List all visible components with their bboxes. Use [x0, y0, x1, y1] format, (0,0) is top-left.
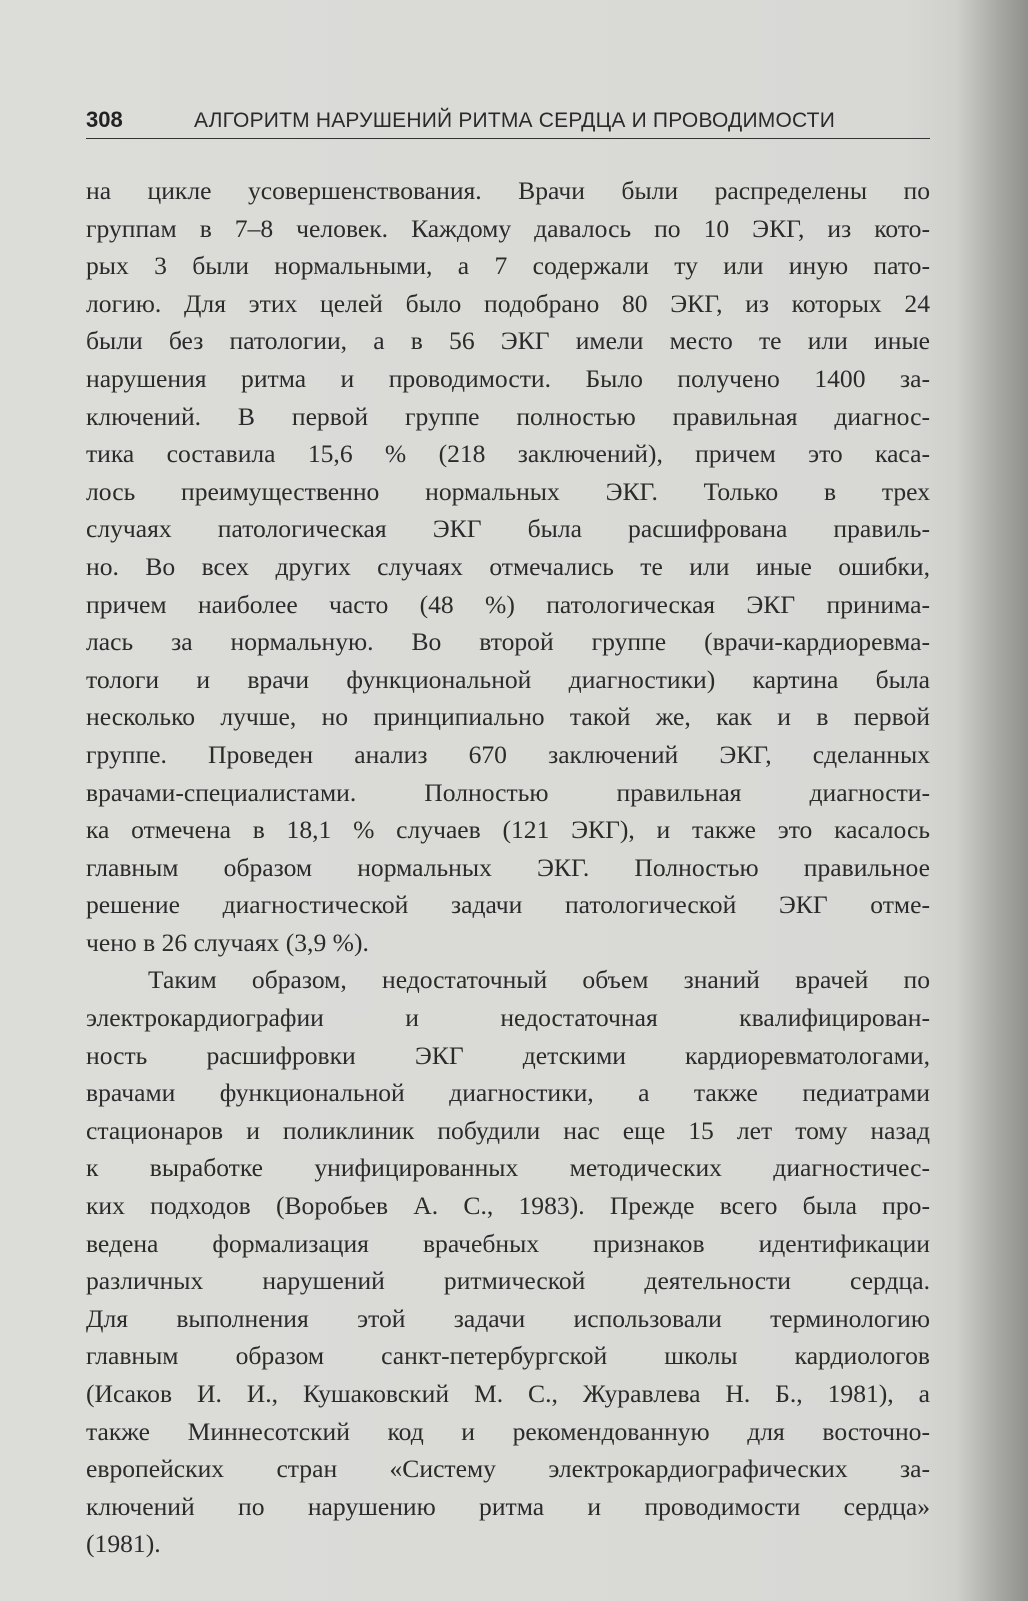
text-line: логию. Для этих целей было подобрано 80 ЭКГ, из которых 24: [86, 288, 930, 318]
paragraph-1: [86, 172, 930, 961]
text-line: но. Во всех других случаях отмечались те или иные ошибки,: [86, 551, 930, 581]
text-line: ка отмечена в 18,1 % случаев (121 ЭКГ), и также это касалось: [86, 815, 930, 845]
text-line: ность расшифровки ЭКГ детскими кардиоревматологами,: [86, 1040, 930, 1070]
page-header: [86, 104, 930, 139]
text-line: решение диагностической задачи патологической ЭКГ отме-: [86, 890, 930, 920]
body-text: [86, 172, 930, 1563]
paragraph-2: [86, 961, 930, 1563]
text-line: ключений по нарушению ритма и проводимости сердца»: [86, 1491, 930, 1521]
text-line: электрокардиографии и недостаточная квалифицирован-: [86, 1003, 930, 1033]
text-line: на цикле усовершенствования. Врачи были распределены по: [86, 176, 930, 205]
text-line: врачами функциональной диагностики, а также педиатрами: [86, 1078, 930, 1108]
text-line: рых 3 были нормальными, а 7 содержали ту или иную пато-: [86, 251, 930, 281]
text-line: Таким образом, недостаточный объем знаний врачей по: [148, 965, 930, 995]
running-title: АЛГОРИТМ НАРУШЕНИЙ РИТМА СЕРДЦА И ПРОВОДИМОСТИ: [194, 109, 835, 132]
text-line: врачами-специалистами. Полностью правильная диагности-: [86, 777, 930, 807]
text-line: (Исаков И. И., Кушаковский М. С., Журавлева Н. Б., 1981), а: [86, 1379, 930, 1408]
text-line: были без патологии, а в 56 ЭКГ имели место те или иные: [86, 326, 930, 356]
text-line: тика составила 15,6 % (218 заключений), причем это каса-: [86, 439, 930, 469]
text-line: причем наиболее часто (48 %) патологическая ЭКГ принима-: [86, 589, 930, 619]
text-line: тологи и врачи функциональной диагностики) картина была: [86, 664, 930, 694]
page-number: 308: [86, 107, 123, 132]
text-line: (1981).: [86, 1529, 161, 1559]
text-line: лась за нормальную. Во второй группе (врачи-кардиоревма-: [86, 627, 930, 657]
text-line: ключений. В первой группе полностью правильная диагнос-: [86, 401, 930, 431]
text-line: также Миннесотский код и рекомендованную для восточно-: [86, 1416, 930, 1446]
text-line: различных нарушений ритмической деятельности сердца.: [86, 1266, 930, 1296]
text-line: Для выполнения этой задачи использовали терминологию: [86, 1303, 930, 1333]
text-line: лось преимущественно нормальных ЭКГ. Только в трех: [86, 476, 930, 506]
text-line: к выработке унифицированных методических диагностичес-: [86, 1153, 930, 1183]
text-line: ких подходов (Воробьев А. С., 1983). Прежде всего была про-: [86, 1191, 930, 1221]
text-line: случаях патологическая ЭКГ была расшифрована правиль-: [86, 514, 930, 544]
text-line: главным образом санкт-петербургской школы кардиологов: [86, 1341, 930, 1371]
text-line: группам в 7–8 человек. Каждому давалось по 10 ЭКГ, из кото-: [86, 213, 930, 243]
text-line: ведена формализация врачебных признаков идентификации: [86, 1228, 930, 1258]
text-line: нарушения ритма и проводимости. Было получено 1400 за-: [86, 363, 930, 393]
text-line: европейских стран «Систему электрокардиографических за-: [86, 1454, 930, 1484]
text-line: несколько лучше, но принципиально такой же, как и в первой: [86, 702, 930, 732]
text-line: главным образом нормальных ЭКГ. Полностью правильное: [86, 852, 930, 882]
text-line: чено в 26 случаях (3,9 %).: [86, 927, 369, 957]
text-line: группе. Проведен анализ 670 заключений ЭКГ, сделанных: [86, 739, 930, 769]
text-line: стационаров и поликлиник побудили нас еще 15 лет тому назад: [86, 1115, 930, 1145]
